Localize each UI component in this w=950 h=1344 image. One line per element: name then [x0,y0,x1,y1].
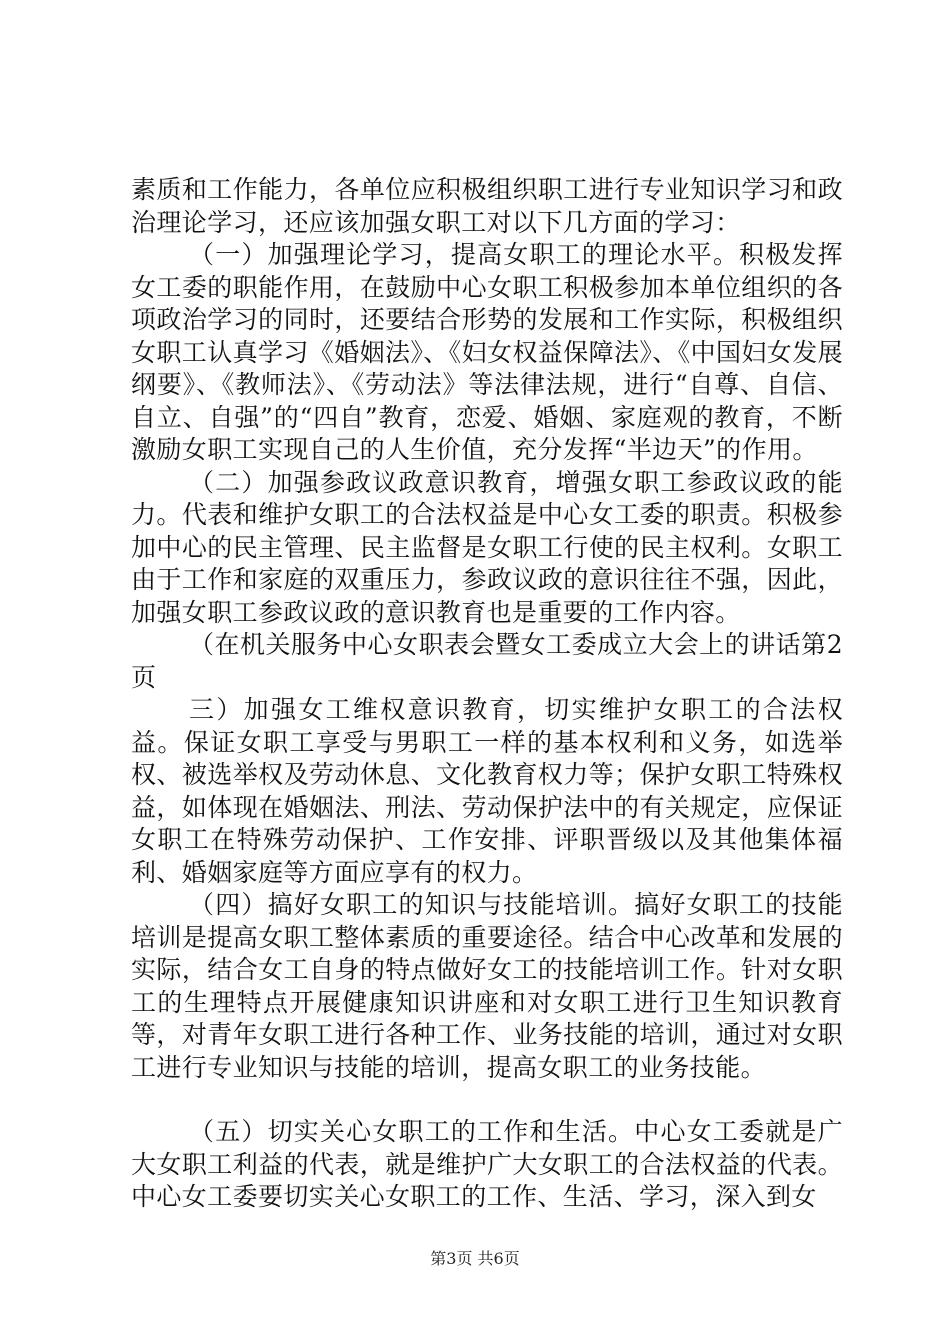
paragraph-section-5: （五）切实关心女职工的工作和生活。中心女工委就是广大女职工利益的代表，就是维护广大女职工的合法权益的代表。中心女工委要切实关心女职工的工作、生活、学习，深入到女 [131,1117,843,1211]
paragraph-spacer [131,1084,843,1116]
paragraph-source-note: （在机关服务中心女职表会暨女工委成立大会上的讲话第2页 [131,630,843,692]
paragraph-intro: 素质和工作能力，各单位应积极组织职工进行专业知识学习和政治理论学习，还应该加强女职工对以下几方面的学习： [131,175,843,237]
paragraph-section-1: （一）加强理论学习，提高女职工的理论水平。积极发挥女工委的职能作用，在鼓励中心女职工积极参加本单位组织的各项政治学习的同时，还要结合形势的发展和工作实际，积极组织女职工认真学习《婚姻法》、《妇女权益保障法》、《中国妇女发展纲要》、《教师法》、《劳动法》等法律法规，进行“自尊、自信、自立、自强”的“四自”教育，恋爱、婚姻、家庭观的教育，不断激励女职工实现自己的人生价值，充分发挥“半边天”的作用。 [131,240,844,464]
page-footer: 第3页 共6页 [430,1249,520,1268]
document-body [131,174,843,1214]
paragraph-section-2: （二）加强参政议政意识教育，增强女职工参政议政的能力。代表和维护女职工的合法权益是中心女工委的职责。积极参加中心的民主管理、民主监督是女职工行使的民主权利。女职工由于工作和家庭的双重压力，参政议政的意识往往不强，因此，加强女职工参政议政的意识教育也是重要的工作内容。 [131,467,843,627]
paragraph-section-3: 三）加强女工维权意识教育，切实维护女职工的合法权益。保证女职工享受与男职工一样的基本权利和义务，如选举权、被选举权及劳动休息、文化教育权力等；保护女职工特殊权益，如体现在婚姻法、刑法、劳动保护法中的有关规定，应保证女职工在特殊劳动保护、工作安排、评职晋级以及其他集体福利、婚姻家庭等方面应享有的权力。 [131,695,843,887]
paragraph-section-4: （四）搞好女职工的知识与技能培训。搞好女职工的技能培训是提高女职工整体素质的重要途径。结合中心改革和发展的实际，结合女工自身的特点做好女工的技能培训工作。针对女职工的生理特点开展健康知识讲座和对女职工进行卫生知识教育等，对青年女职工进行各种工作、业务技能的培训，通过对女职工进行专业知识与技能的培训，提高女职工的业务技能。 [131,890,843,1082]
